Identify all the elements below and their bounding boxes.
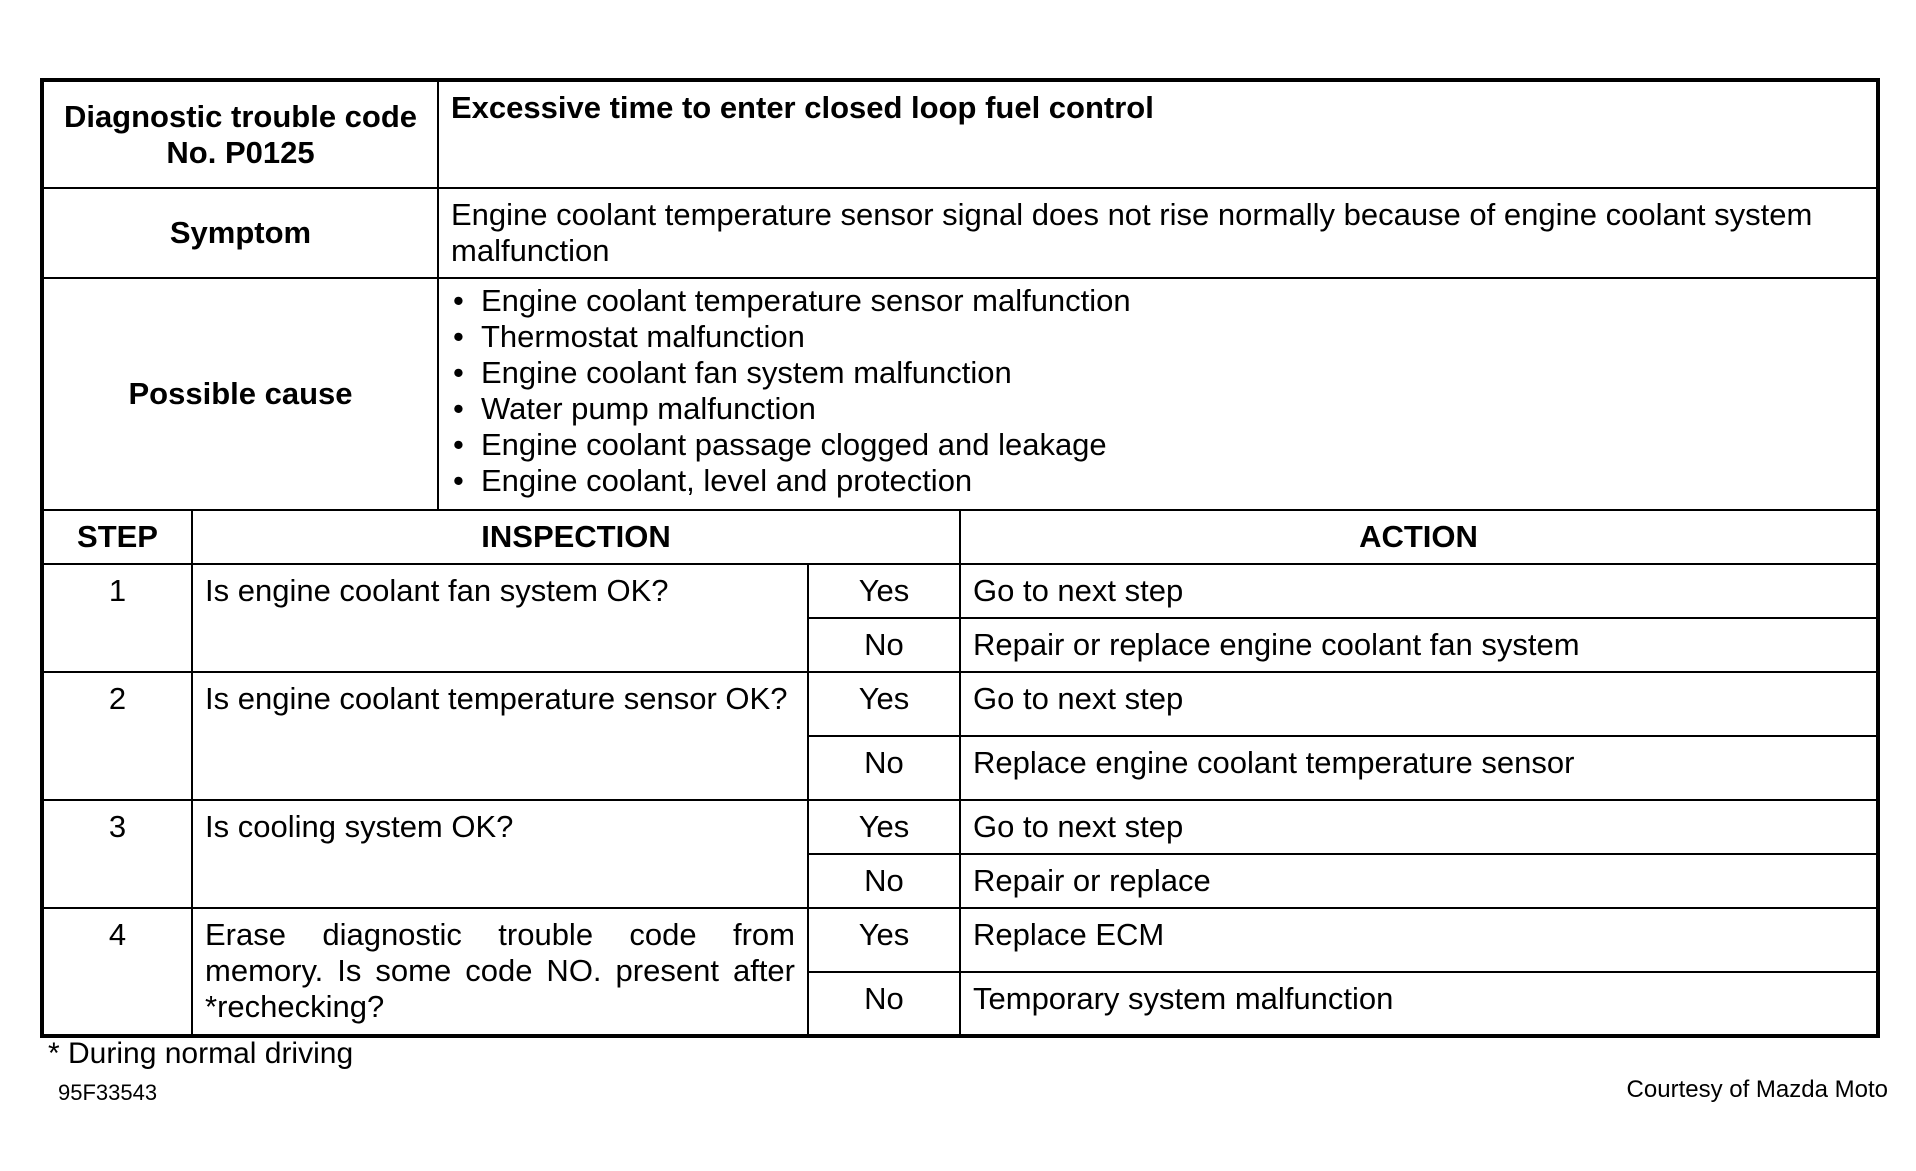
step-number: 3 [42,800,192,908]
footnote: * During normal driving [48,1037,354,1070]
diagnostic-table [40,78,1880,1038]
step-row [42,672,1878,736]
action-column-header: ACTION [960,510,1878,564]
bullet-icon: • [453,355,464,390]
figure-code: 95F33543 [58,1080,158,1105]
no-label: No [808,972,960,1036]
no-action: Temporary system malfunction [960,972,1878,1036]
cause-item: • Thermostat malfunction [453,319,805,354]
no-action: Repair or replace [960,854,1878,908]
column-header-row [42,510,1878,564]
cause-item: • Engine coolant temperature sensor malfunction [453,283,1131,318]
yes-action: Go to next step [960,800,1878,854]
cause-item: • Engine coolant fan system malfunction [453,355,1012,390]
cause-item: • Engine coolant, level and protection [453,463,973,498]
yes-action: Go to next step [960,564,1878,618]
bullet-icon: • [453,283,464,318]
step-number: 1 [42,564,192,672]
bullet-icon: • [453,427,464,462]
step-number: 4 [42,908,192,1036]
yes-label: Yes [808,564,960,618]
courtesy-credit: Courtesy of Mazda Moto [1626,1076,1888,1103]
yes-label: Yes [808,800,960,854]
no-action: Repair or replace engine coolant fan system [960,618,1878,672]
no-label: No [808,618,960,672]
no-label: No [808,854,960,908]
step-row [42,800,1878,854]
no-label: No [808,736,960,800]
possible-cause-row [42,278,1878,510]
inspection-text: Is engine coolant temperature sensor OK? [192,672,808,800]
dtc-row [42,80,1878,188]
yes-action: Go to next step [960,672,1878,736]
inspection-text: Erase diagnostic trouble code from memory. Is some code NO. present after *rechecking? [192,908,808,1036]
symptom-label: Symptom [42,188,438,278]
diagnostic-sheet [40,78,1880,1028]
yes-action: Replace ECM [960,908,1878,972]
inspection-text: Is engine coolant fan system OK? [192,564,808,672]
step-row [42,564,1878,618]
bullet-icon: • [453,391,464,426]
dtc-title: Excessive time to enter closed loop fuel control [438,80,1878,188]
symptom-text: Engine coolant temperature sensor signal does not rise normally because of engine coolant system malfunction [438,188,1878,278]
cause-list [451,283,1864,499]
cause-item: • Engine coolant passage clogged and leakage [453,427,1107,462]
possible-cause-label: Possible cause [42,278,438,510]
no-action: Replace engine coolant temperature sensor [960,736,1878,800]
yes-label: Yes [808,672,960,736]
bullet-icon: • [453,319,464,354]
dtc-label: Diagnostic trouble code No. P0125 [42,80,438,188]
step-number: 2 [42,672,192,800]
inspection-text: Is cooling system OK? [192,800,808,908]
inspection-column-header: INSPECTION [192,510,960,564]
step-row [42,908,1878,972]
yes-label: Yes [808,908,960,972]
step-column-header: STEP [42,510,192,564]
possible-cause-cell [438,278,1878,510]
symptom-row [42,188,1878,278]
bullet-icon: • [453,463,464,498]
cause-item: • Water pump malfunction [453,391,816,426]
